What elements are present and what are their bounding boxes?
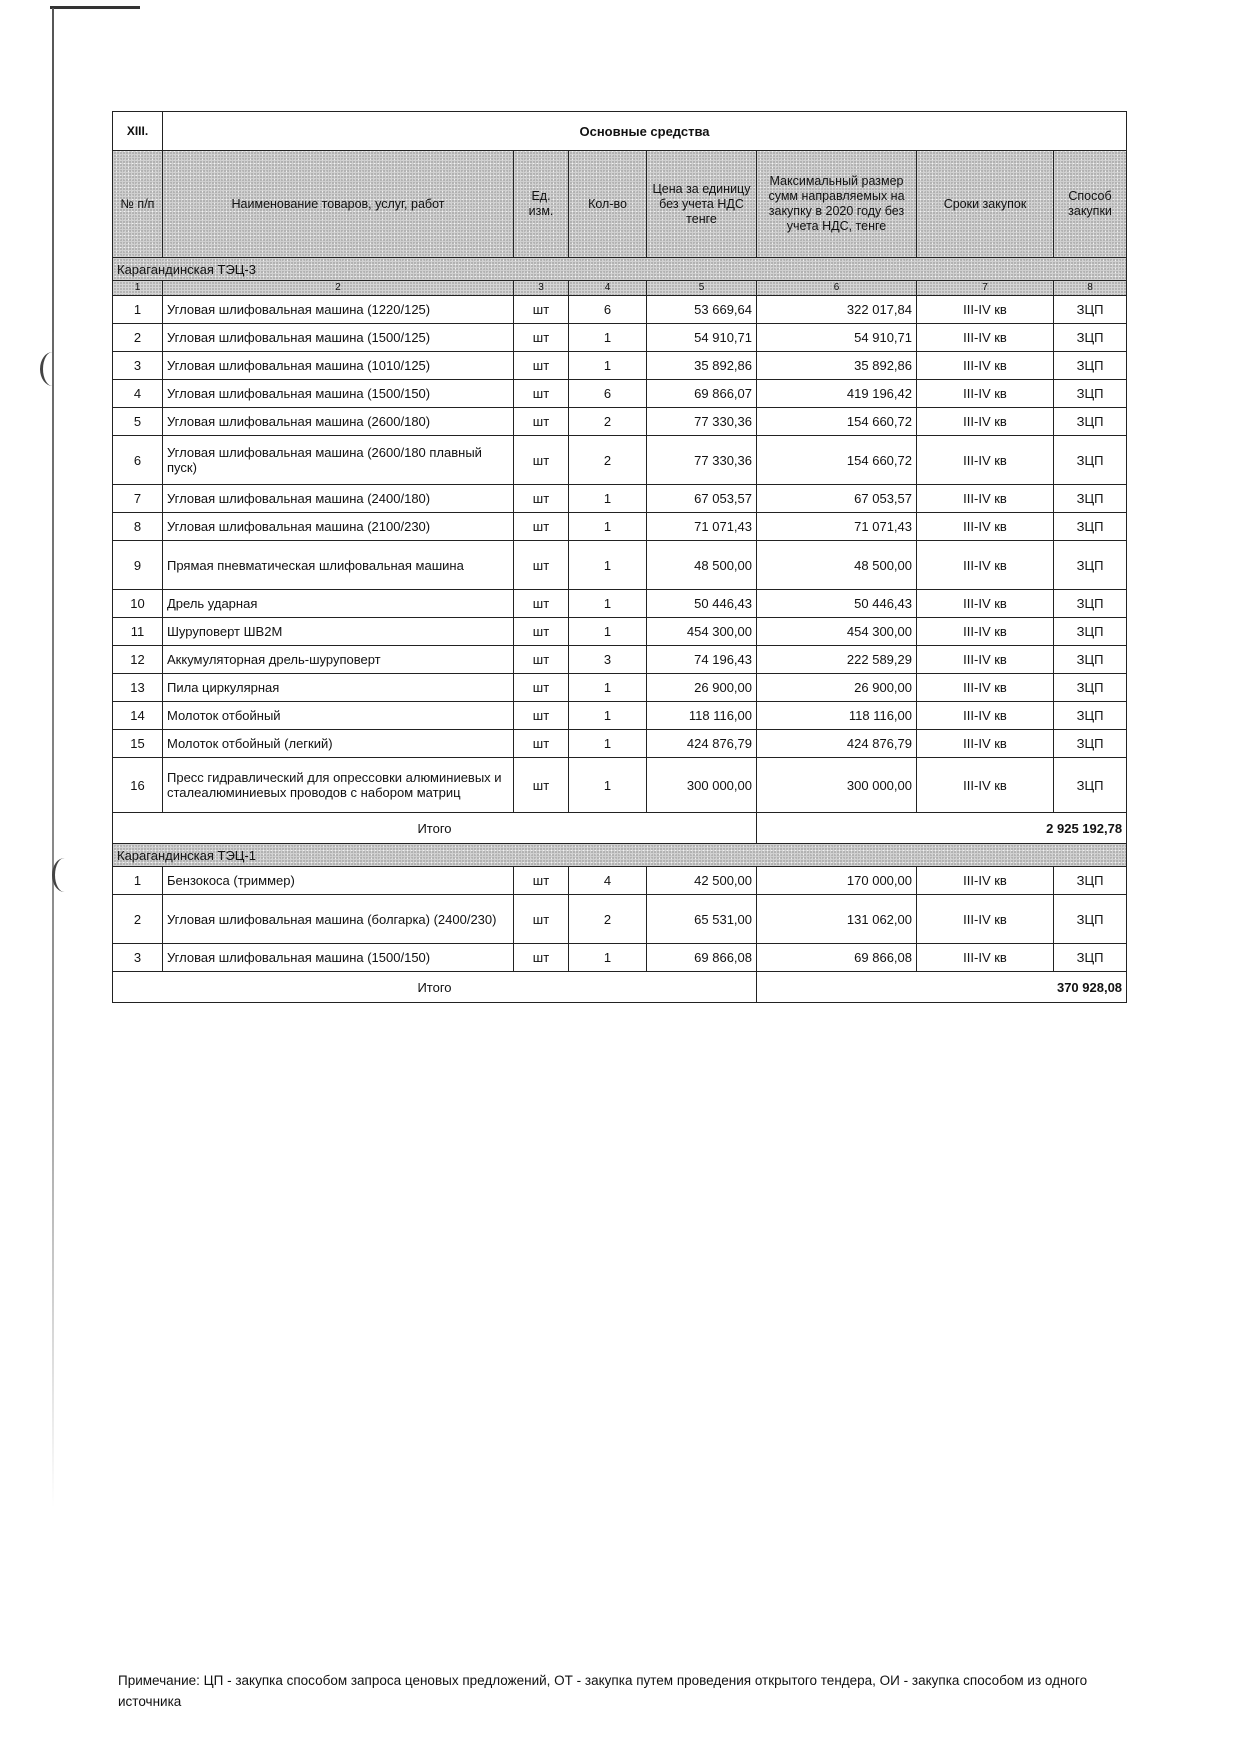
item-name: Угловая шлифовальная машина (1500/125) [163, 324, 514, 352]
group-title: Карагандинская ТЭЦ-1 [113, 844, 1127, 867]
item-quantity: 1 [569, 541, 647, 590]
item-unit: шт [514, 408, 569, 436]
column-header-period: Сроки закупок [917, 151, 1054, 258]
item-quantity: 3 [569, 646, 647, 674]
column-header-num: № п/п [113, 151, 163, 258]
item-unit: шт [514, 380, 569, 408]
item-max-sum: 154 660,72 [757, 436, 917, 485]
group-header-row [113, 844, 1127, 867]
item-period: III-IV кв [917, 324, 1054, 352]
row-number: 3 [113, 352, 163, 380]
row-number: 5 [113, 408, 163, 436]
table-row [113, 674, 1127, 702]
total-label: Итого [113, 813, 757, 844]
item-max-sum: 48 500,00 [757, 541, 917, 590]
item-unit-price: 67 053,57 [647, 485, 757, 513]
item-unit: шт [514, 758, 569, 813]
punch-hole-mark [52, 858, 77, 892]
total-row [113, 972, 1127, 1003]
item-name: Угловая шлифовальная машина (2600/180 плавный пуск) [163, 436, 514, 485]
item-method: ЗЦП [1054, 485, 1127, 513]
item-method: ЗЦП [1054, 674, 1127, 702]
item-unit-price: 50 446,43 [647, 590, 757, 618]
item-quantity: 2 [569, 895, 647, 944]
item-method: ЗЦП [1054, 618, 1127, 646]
item-quantity: 1 [569, 352, 647, 380]
column-number: 6 [757, 281, 917, 296]
group-title: Карагандинская ТЭЦ-3 [113, 258, 1127, 281]
item-max-sum: 26 900,00 [757, 674, 917, 702]
item-name: Дрель ударная [163, 590, 514, 618]
item-unit-price: 48 500,00 [647, 541, 757, 590]
column-header-name: Наименование товаров, услуг, работ [163, 151, 514, 258]
item-max-sum: 54 910,71 [757, 324, 917, 352]
table-row [113, 541, 1127, 590]
item-unit: шт [514, 895, 569, 944]
item-unit: шт [514, 324, 569, 352]
item-unit: шт [514, 590, 569, 618]
item-name: Угловая шлифовальная машина (2600/180) [163, 408, 514, 436]
table-row [113, 324, 1127, 352]
row-number: 14 [113, 702, 163, 730]
item-period: III-IV кв [917, 646, 1054, 674]
row-number: 11 [113, 618, 163, 646]
column-number: 2 [163, 281, 514, 296]
item-method: ЗЦП [1054, 513, 1127, 541]
total-value: 370 928,08 [757, 972, 1127, 1003]
item-max-sum: 419 196,42 [757, 380, 917, 408]
item-unit: шт [514, 867, 569, 895]
item-max-sum: 50 446,43 [757, 590, 917, 618]
item-period: III-IV кв [917, 758, 1054, 813]
row-number: 7 [113, 485, 163, 513]
column-number: 4 [569, 281, 647, 296]
item-unit: шт [514, 618, 569, 646]
item-name: Молоток отбойный (легкий) [163, 730, 514, 758]
item-unit-price: 53 669,64 [647, 296, 757, 324]
item-unit-price: 26 900,00 [647, 674, 757, 702]
item-unit: шт [514, 730, 569, 758]
item-quantity: 4 [569, 867, 647, 895]
item-unit-price: 300 000,00 [647, 758, 757, 813]
item-max-sum: 118 116,00 [757, 702, 917, 730]
item-max-sum: 222 589,29 [757, 646, 917, 674]
column-header-method: Способ закупки [1054, 151, 1127, 258]
table-row [113, 380, 1127, 408]
item-quantity: 1 [569, 758, 647, 813]
item-name: Угловая шлифовальная машина (болгарка) (2400/230) [163, 895, 514, 944]
item-quantity: 1 [569, 324, 647, 352]
item-method: ЗЦП [1054, 436, 1127, 485]
item-quantity: 1 [569, 513, 647, 541]
item-name: Угловая шлифовальная машина (1220/125) [163, 296, 514, 324]
item-method: ЗЦП [1054, 541, 1127, 590]
item-unit: шт [514, 541, 569, 590]
item-period: III-IV кв [917, 408, 1054, 436]
item-method: ЗЦП [1054, 730, 1127, 758]
scan-edge-top [50, 6, 140, 9]
table-row [113, 352, 1127, 380]
item-period: III-IV кв [917, 618, 1054, 646]
column-number: 5 [647, 281, 757, 296]
item-method: ЗЦП [1054, 646, 1127, 674]
item-max-sum: 35 892,86 [757, 352, 917, 380]
footnote: Примечание: ЦП - закупка способом запроса ценовых предложений, ОТ - закупка путем проведения открытого тендера, ОИ - закупка способом из одного источника [118, 1673, 1088, 1709]
item-max-sum: 131 062,00 [757, 895, 917, 944]
item-period: III-IV кв [917, 590, 1054, 618]
item-period: III-IV кв [917, 352, 1054, 380]
item-unit-price: 35 892,86 [647, 352, 757, 380]
item-quantity: 2 [569, 436, 647, 485]
item-unit-price: 424 876,79 [647, 730, 757, 758]
item-method: ЗЦП [1054, 380, 1127, 408]
column-header-max-sum: Максимальный размер сумм направляемых на закупку в 2020 году без учета НДС, тенге [757, 151, 917, 258]
table-row [113, 296, 1127, 324]
item-quantity: 1 [569, 674, 647, 702]
item-period: III-IV кв [917, 541, 1054, 590]
procurement-table [112, 111, 1127, 1003]
column-number: 7 [917, 281, 1054, 296]
item-name: Шуруповерт ШВ2М [163, 618, 514, 646]
item-period: III-IV кв [917, 867, 1054, 895]
item-unit-price: 69 866,08 [647, 944, 757, 972]
item-unit-price: 454 300,00 [647, 618, 757, 646]
item-name: Бензокоса (триммер) [163, 867, 514, 895]
row-number: 3 [113, 944, 163, 972]
item-method: ЗЦП [1054, 895, 1127, 944]
item-name: Угловая шлифовальная машина (2100/230) [163, 513, 514, 541]
item-unit: шт [514, 944, 569, 972]
item-unit: шт [514, 646, 569, 674]
table-row [113, 485, 1127, 513]
item-name: Аккумуляторная дрель-шуруповерт [163, 646, 514, 674]
column-number-row [113, 281, 1127, 296]
group-header-row [113, 258, 1127, 281]
item-max-sum: 300 000,00 [757, 758, 917, 813]
column-header-unit: Ед. изм. [514, 151, 569, 258]
item-period: III-IV кв [917, 674, 1054, 702]
row-number: 2 [113, 324, 163, 352]
item-period: III-IV кв [917, 944, 1054, 972]
table-row [113, 513, 1127, 541]
item-quantity: 6 [569, 296, 647, 324]
row-number: 2 [113, 895, 163, 944]
table-row [113, 436, 1127, 485]
table-row [113, 702, 1127, 730]
total-row [113, 813, 1127, 844]
item-max-sum: 154 660,72 [757, 408, 917, 436]
scan-edge-left [52, 8, 54, 1508]
row-number: 1 [113, 296, 163, 324]
item-max-sum: 71 071,43 [757, 513, 917, 541]
item-period: III-IV кв [917, 380, 1054, 408]
item-unit: шт [514, 485, 569, 513]
item-quantity: 1 [569, 944, 647, 972]
item-quantity: 1 [569, 485, 647, 513]
item-unit: шт [514, 513, 569, 541]
table-row [113, 590, 1127, 618]
item-unit-price: 118 116,00 [647, 702, 757, 730]
item-name: Угловая шлифовальная машина (1010/125) [163, 352, 514, 380]
table-body [113, 258, 1127, 1003]
item-max-sum: 424 876,79 [757, 730, 917, 758]
item-quantity: 1 [569, 590, 647, 618]
row-number: 9 [113, 541, 163, 590]
item-method: ЗЦП [1054, 296, 1127, 324]
item-period: III-IV кв [917, 436, 1054, 485]
section-number: XIII. [113, 112, 163, 151]
row-number: 1 [113, 867, 163, 895]
item-unit-price: 71 071,43 [647, 513, 757, 541]
item-max-sum: 67 053,57 [757, 485, 917, 513]
item-quantity: 2 [569, 408, 647, 436]
item-max-sum: 322 017,84 [757, 296, 917, 324]
item-method: ЗЦП [1054, 590, 1127, 618]
item-period: III-IV кв [917, 730, 1054, 758]
item-unit: шт [514, 296, 569, 324]
table-row [113, 730, 1127, 758]
item-unit-price: 77 330,36 [647, 408, 757, 436]
item-unit: шт [514, 702, 569, 730]
item-name: Угловая шлифовальная машина (2400/180) [163, 485, 514, 513]
item-unit: шт [514, 674, 569, 702]
column-header-row [113, 151, 1127, 258]
item-name: Пила циркулярная [163, 674, 514, 702]
item-method: ЗЦП [1054, 867, 1127, 895]
column-number: 8 [1054, 281, 1127, 296]
section-title: Основные средства [163, 112, 1127, 151]
item-name: Пресс гидравлический для опрессовки алюминиевых и сталеалюминиевых проводов с набором матриц [163, 758, 514, 813]
punch-hole-mark [40, 352, 65, 386]
table-row [113, 944, 1127, 972]
item-period: III-IV кв [917, 895, 1054, 944]
table-row [113, 408, 1127, 436]
item-unit-price: 74 196,43 [647, 646, 757, 674]
table-row [113, 758, 1127, 813]
row-number: 6 [113, 436, 163, 485]
table-row [113, 618, 1127, 646]
item-unit-price: 77 330,36 [647, 436, 757, 485]
item-unit: шт [514, 352, 569, 380]
item-quantity: 1 [569, 730, 647, 758]
total-label: Итого [113, 972, 757, 1003]
table-row [113, 646, 1127, 674]
table-row [113, 867, 1127, 895]
item-method: ЗЦП [1054, 702, 1127, 730]
item-method: ЗЦП [1054, 352, 1127, 380]
row-number: 16 [113, 758, 163, 813]
item-name: Угловая шлифовальная машина (1500/150) [163, 944, 514, 972]
item-unit-price: 69 866,07 [647, 380, 757, 408]
column-number: 3 [514, 281, 569, 296]
item-name: Прямая пневматическая шлифовальная машина [163, 541, 514, 590]
table-row [113, 895, 1127, 944]
item-unit-price: 42 500,00 [647, 867, 757, 895]
item-unit-price: 65 531,00 [647, 895, 757, 944]
item-quantity: 6 [569, 380, 647, 408]
item-period: III-IV кв [917, 702, 1054, 730]
item-method: ЗЦП [1054, 758, 1127, 813]
item-period: III-IV кв [917, 296, 1054, 324]
row-number: 10 [113, 590, 163, 618]
row-number: 8 [113, 513, 163, 541]
column-number: 1 [113, 281, 163, 296]
row-number: 13 [113, 674, 163, 702]
item-period: III-IV кв [917, 485, 1054, 513]
item-method: ЗЦП [1054, 408, 1127, 436]
section-header-row [113, 112, 1127, 151]
column-header-price: Цена за единицу без учета НДС тенге [647, 151, 757, 258]
item-name: Молоток отбойный [163, 702, 514, 730]
total-value: 2 925 192,78 [757, 813, 1127, 844]
item-max-sum: 454 300,00 [757, 618, 917, 646]
item-name: Угловая шлифовальная машина (1500/150) [163, 380, 514, 408]
item-quantity: 1 [569, 618, 647, 646]
column-header-qty: Кол-во [569, 151, 647, 258]
item-unit-price: 54 910,71 [647, 324, 757, 352]
row-number: 15 [113, 730, 163, 758]
row-number: 4 [113, 380, 163, 408]
item-max-sum: 170 000,00 [757, 867, 917, 895]
item-unit: шт [514, 436, 569, 485]
item-method: ЗЦП [1054, 944, 1127, 972]
row-number: 12 [113, 646, 163, 674]
item-period: III-IV кв [917, 513, 1054, 541]
item-quantity: 1 [569, 702, 647, 730]
item-method: ЗЦП [1054, 324, 1127, 352]
item-max-sum: 69 866,08 [757, 944, 917, 972]
